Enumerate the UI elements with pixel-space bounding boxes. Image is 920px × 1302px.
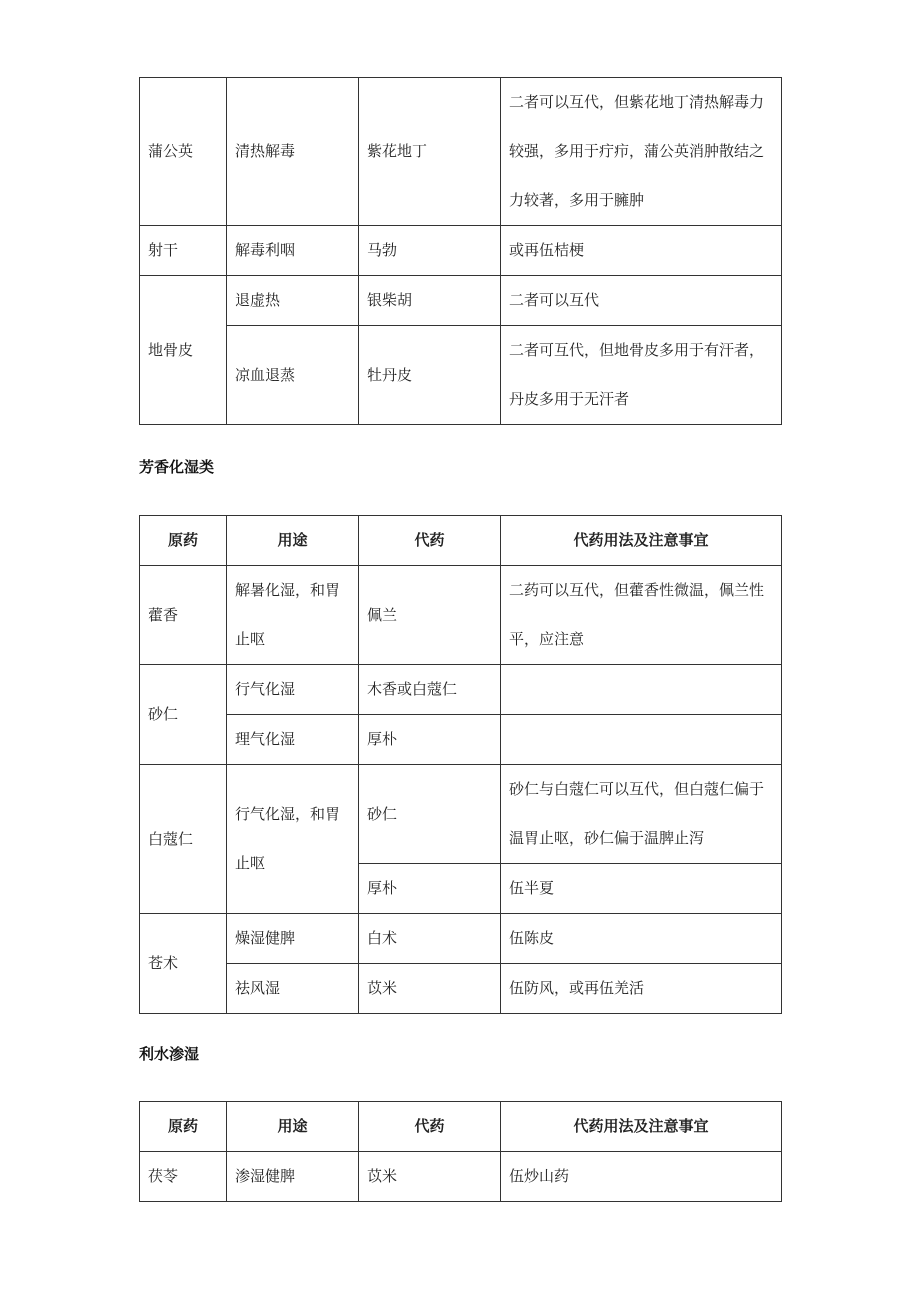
table-cell	[501, 715, 782, 765]
aromatic-herb-table	[139, 515, 782, 1014]
table-cell: 解暑化湿，和胃止呕	[227, 566, 359, 665]
table-cell: 银柴胡	[359, 276, 501, 326]
table-cell: 马勃	[359, 226, 501, 276]
header-use: 用途	[227, 516, 359, 566]
table-cell: 白蔻仁	[140, 765, 227, 914]
table-cell: 凉血退蒸	[227, 326, 359, 425]
table-cell: 退虚热	[227, 276, 359, 326]
table-cell: 行气化湿	[227, 665, 359, 715]
table-cell: 伍陈皮	[501, 914, 782, 964]
header-substitute: 代药	[359, 516, 501, 566]
header-original-herb: 原药	[140, 1102, 227, 1152]
table-cell: 厚朴	[359, 715, 501, 765]
table-cell: 苍术	[140, 914, 227, 1014]
table-cell: 祛风湿	[227, 964, 359, 1014]
herb-table-continued	[139, 77, 782, 425]
header-notes: 代药用法及注意事宜	[501, 516, 782, 566]
table-cell: 二者可以互代	[501, 276, 782, 326]
header-notes: 代药用法及注意事宜	[501, 1102, 782, 1152]
table-cell: 蒲公英	[140, 78, 227, 226]
table-cell: 牡丹皮	[359, 326, 501, 425]
table-cell: 苡米	[359, 964, 501, 1014]
diuretic-herb-table	[139, 1101, 782, 1202]
header-original-herb: 原药	[140, 516, 227, 566]
table-row	[140, 78, 782, 226]
table-row	[140, 765, 782, 864]
table-cell: 二者可互代，但地骨皮多用于有汗者，丹皮多用于无汗者	[501, 326, 782, 425]
table-cell: 伍防风，或再伍羌活	[501, 964, 782, 1014]
table-cell: 二药可以互代，但藿香性微温，佩兰性平，应注意	[501, 566, 782, 665]
table-cell: 砂仁	[140, 665, 227, 765]
table-cell: 燥湿健脾	[227, 914, 359, 964]
table-cell: 砂仁与白蔻仁可以互代，但白蔻仁偏于温胃止呕，砂仁偏于温脾止泻	[501, 765, 782, 864]
table-cell: 苡米	[359, 1152, 501, 1202]
table-cell: 藿香	[140, 566, 227, 665]
header-substitute: 代药	[359, 1102, 501, 1152]
table-cell: 白术	[359, 914, 501, 964]
table-row	[140, 566, 782, 665]
table-row	[140, 1152, 782, 1202]
table-cell: 木香或白蔻仁	[359, 665, 501, 715]
table-header-row	[140, 1102, 782, 1152]
table-cell: 二者可以互代，但紫花地丁清热解毒力较强，多用于疔疖，蒲公英消肿散结之力较著，多用于臃肿	[501, 78, 782, 226]
table-row	[140, 914, 782, 964]
table-cell: 佩兰	[359, 566, 501, 665]
table-header-row	[140, 516, 782, 566]
table-cell: 伍炒山药	[501, 1152, 782, 1202]
table-cell: 地骨皮	[140, 276, 227, 425]
table-row	[140, 964, 782, 1014]
table-cell: 砂仁	[359, 765, 501, 864]
table-cell	[501, 665, 782, 715]
section-title-diuretic: 利水渗湿	[139, 1045, 200, 1063]
table-cell: 或再伍桔梗	[501, 226, 782, 276]
table-cell: 渗湿健脾	[227, 1152, 359, 1202]
table-cell: 理气化湿	[227, 715, 359, 765]
header-use: 用途	[227, 1102, 359, 1152]
table-row	[140, 276, 782, 326]
table-row	[140, 326, 782, 425]
table-cell: 紫花地丁	[359, 78, 501, 226]
table-cell: 茯苓	[140, 1152, 227, 1202]
table-cell: 清热解毒	[227, 78, 359, 226]
table-cell: 伍半夏	[501, 864, 782, 914]
table-cell: 厚朴	[359, 864, 501, 914]
table-row	[140, 715, 782, 765]
section-title-aromatic: 芳香化湿类	[139, 458, 215, 476]
table-row	[140, 665, 782, 715]
table-cell: 行气化湿，和胃止呕	[227, 765, 359, 914]
table-row	[140, 226, 782, 276]
table-cell: 射干	[140, 226, 227, 276]
table-cell: 解毒利咽	[227, 226, 359, 276]
